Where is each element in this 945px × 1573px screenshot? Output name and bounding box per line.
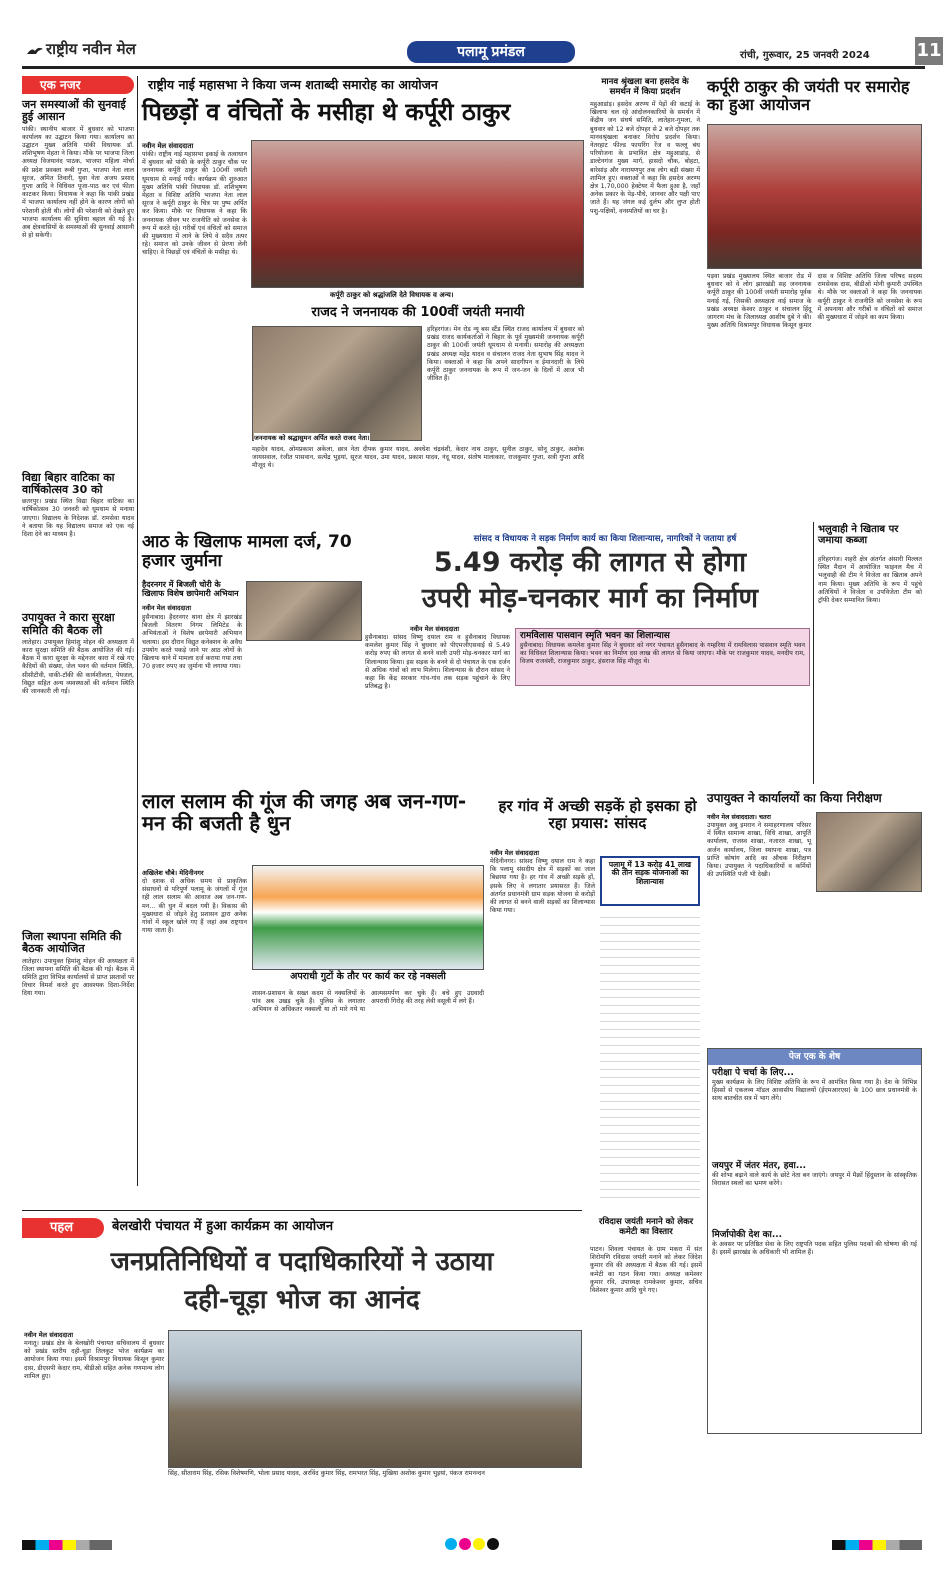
ravidas-headline: रविदास जयंती मनाने को लेकर कमेटी का विस्तार (598, 1217, 694, 1237)
page-number-text: 11 (916, 40, 942, 61)
ek-nazar-column (22, 76, 137, 1186)
ramvilas-body: हुसैनाबाद। विधायक कमलेश कुमार सिंह ने बुधवार को नगर पंचायत हुसैनाबाद के गम्हरिया में रामविलास पासवान स्मृति भवन का विधिवत शिलान्यास किया। भवन का निर्माण दस लाख की लागत से किया जाएगा। मौके पर राजकुमार यादव, मनदीप राम, विजय राजवंशी, राजकुमार ठाकुर, हंसराज सिंह मौजूद थे। (520, 642, 808, 666)
rjd-names: महादेव यादव, ओमप्रकाश अकेला, छात्र नेता दीपक कुमार यादव, अवधेश चंद्रवंशी, केदार नाथ ठाकुर, सुनील ठाकुर, सोनू ठाकुर, अशोक जायसवाल, रंजीत पासवान, सत्येंद्र भुइयां, सूरज यादव, उमा यादव, प्रकाश यादव, नंदू यादव, संतोष मालाकार, राजकुमार गुप्ता, सत्री गुप्ता आदि मौजूद थे। (252, 446, 587, 470)
page-one-item-head-2: जयपुर में जंतर मंतर, हवा... (712, 1161, 807, 1172)
lal-salam-photo (252, 865, 484, 970)
section-name: पलामू प्रमंडल (457, 44, 525, 60)
pahal-body: मनातू। प्रखंड क्षेत्र के बेलखोरी पंचायत सचिवालय में बुधवार को प्रखंड स्तरीय दही-चूड़ा तिलकुट भोज कार्यक्रम का आयोजन किया गया। इसमें विश्रामपुर विधायक किसून कुमार दास, डीएसपी केदार राम, बीडीओ सहित अनेक गणमान्य लोग शामिल हुए। (24, 1340, 167, 1380)
brief-title-2: विद्या बिहार वाटिका का वार्षिकोत्सव 30 को (22, 470, 115, 496)
pahal-headline-2: दही-चूड़ा भोज का आनंद (184, 1285, 420, 1315)
electricity-byline: नवीन मेल संवाददाता (142, 603, 191, 612)
pahal-headline-1: जनप्रतिनिधियों व पदाधिकारियों ने उठाया (110, 1247, 494, 1277)
main-kicker: राष्ट्रीय नाई महासभा ने किया जन्म शताब्दी समारोह का आयोजन (148, 77, 438, 92)
main-byline: नवीन मेल संवाददाता (142, 142, 194, 150)
brief-title-1: जन समस्याओं की सुनवाई हुई आसान (22, 98, 126, 124)
column-divider (137, 76, 138, 1186)
brief-title-4: जिला स्थापना समिति की बैठक आयोजित (22, 929, 122, 956)
human-chain-story (590, 77, 703, 530)
road-body: हुसैनाबाद। सांसद विष्णु दयाल राम व हुसैनाबाद विधायक कमलेश कुमार सिंह ने बुधवार को पीएमजीएसवाई से 5.49 करोड़ रुपए की लागत से बनने वाली उपरी मोड़-चनकार मार्ग का शिलान्यास किया। इस सड़क के बनने से दो पंचायत के एक दर्जन से अधिक गांवों को लाभ मिलेगा। शिलान्यास के दौरान सांसद ने कहा कि केंद्र सरकार गांव-गांव तक सड़क पहुंचाने के लिए प्रतिबद्ध है। (365, 634, 513, 691)
electricity-body: हुसैनाबाद। हैदरनगर थाना क्षेत्र में झारखंड बिजली वितरण निगम लिमिटेड के अभियंताओं ने विशेष छापेमारी अभियान चलाया। इस दौरान विद्युत कनेक्शन के अवैध उपयोग करते पकड़े जाने पर आठ लोगों के खिलाफ थाने में मामला दर्ज कराया गया तथा 70 हजार रुपए का जुर्माना भी लगाया गया। (142, 613, 245, 671)
page-one-item-head-1: परीक्षा पे चर्चा के लिए... (712, 1068, 794, 1078)
inspection-photo (816, 812, 922, 892)
electricity-left (142, 580, 245, 764)
color-bar-left (22, 1540, 112, 1550)
dateline: रांची, गुरूवार, 25 जनवरी 2024 (740, 50, 870, 61)
paper-name: राष्ट्रीय नवीन मेल (46, 40, 136, 58)
pahal-byline: नवीन मेल संवाददाता (24, 1331, 73, 1339)
lal-salam-subhead: अपराधी गुटों के तौर पर कार्य कर रहे नक्सली (290, 971, 446, 982)
inspection-byline: नवीन मेल संवाददाता। चतरा (707, 814, 771, 821)
electricity-headline: आठ के खिलाफ मामला दर्ज, 70 हजार जुर्माना (142, 532, 352, 572)
cyan-dot-icon (445, 1538, 457, 1550)
pahal-kicker: बेलखोरी पंचायत में हुआ कार्यक्रम का आयोजन (112, 1219, 334, 1234)
page-one-item-body-2: की शोभा बढ़ाने वाले कार्य के छोटे नेता बन जाएंगे। जयपुर में मैक्रों हिंदुस्तान के सांस्कृतिक विरासत स्थलों का भ्रमण करेंगे। (712, 1172, 920, 1188)
lal-salam-lower: शासन-प्रशासन के सख्त कदम से नक्सलियों के पांव अब उखड़ चुके हैं। पुलिस के लगातार अभियान से अधिकतर नक्सली या तो मारे गये या आत्मसमर्पण कर चुके हैं। बचे हुए उग्रवादी अपराधी गिरोह की तरह लेवी वसूली में लगे हैं। (252, 990, 487, 1014)
karpuri-right-photo (707, 124, 922, 269)
rjd-story (252, 305, 587, 530)
magenta-dot-icon (459, 1538, 471, 1550)
road-headline-2: उपरी मोड़-चनकार मार्ग का निर्माण (421, 583, 759, 614)
registration-marks (445, 1538, 505, 1552)
bhalwahi-headline: भलुवाही ने खिताब पर जमाया कब्जा (818, 524, 899, 547)
sansad-body-right (600, 912, 700, 1198)
page-one-box (707, 1048, 922, 1434)
pahal-top-rule (22, 1210, 582, 1211)
page-one-item-head-3: मिर्जापोकी देश का... (712, 1230, 783, 1241)
page-one-item-body-3: के अवसर पर प्रतिष्ठित सेवा के लिए राष्ट्रपति पदक सहित पुलिस पदकों की घोषणा की गई है। इसमें झारखंड के अधिकारी भी शामिल हैं। (712, 1241, 920, 1257)
electricity-photo (246, 581, 362, 641)
sansad-box (600, 856, 700, 906)
rjd-photo-caption: जननायक को श्रद्धासुमन अर्पित करते राजद नेता। (254, 434, 370, 442)
pahal-tag: पहल (22, 1218, 104, 1238)
main-photo (251, 140, 584, 288)
lal-salam-headline-text: लाल सलाम की गूंज की जगह अब जन-गण-मन की बजती है धुन (142, 789, 467, 836)
rjd-body: हरिहरगंज। मेन रोड न्यू बस स्टैंड स्थित राजद कार्यालय में बुधवार को प्रखंड राजद कार्यकर्ताओं ने बिहार के पूर्व मुख्यमंत्री जननायक कर्पूरी ठाकुर की 100वीं जयंती धूमधाम से मनायी। समारोह की अध्यक्षता प्रखंड अध्यक्ष महेंद्र यादव व संचालन राजद नेता सुभाष सिंह यादव ने किया। वक्ताओं ने कहा कि अपने सादगीपन व ईमानदारी के लिये कर्पूरी ठाकुर जननायक के रूप में जन-जन के दिलों में आज भी जीवित हैं। (427, 326, 587, 383)
sansad-headline: हर गांव में अच्छी सड़कें हो इसका हो रहा प्रयास: सांसद (498, 797, 697, 832)
masthead (22, 37, 942, 69)
rjd-headline: राजद ने जननायक की 100वीं जयंती मनायी (311, 305, 525, 320)
inspection-headline: उपायुक्त ने कार्यालयों का किया निरीक्षण (707, 791, 882, 805)
main-photo-caption: कर्पूरी ठाकुर को श्रद्धांजलि देते विधायक व अन्य। (330, 291, 454, 299)
karpuri-right-body: पड़वा प्रखंड मुख्यालय स्थित बाजार रोड में बुधवार को वे लोग झारखंडी सह जननायक कर्पूरी ठाकुर की 100वीं जयंती समारोह पूर्वक मनाई गई, जिसकी अध्यक्षता नाई समाज के प्रखंड अध्यक्ष केश्वर ठाकुर व संचालन हिंदू जागरण मंच के जिलाध्यक्ष आशीष दुबे ने की। मुख्य अतिथि विश्रामपुर विधायक किसून कुमार दास व विशिष्ट अतिथि जिला परिषद सदस्य रामसेवक दास, बीडीओ मोनी कुमारी उपस्थित थे। मौके पर वक्ताओं ने कहा कि जननायक कर्पूरी ठाकुर ने राजनीति को जनसेवा के रूप में अपनाया और गरीबों व वंचितों को समाज की मुख्यधारा में जोड़ने का काम किया। (707, 273, 925, 330)
color-bar-right (832, 1540, 922, 1550)
ek-nazar-tag: एक नजर (22, 76, 134, 94)
inspection-body: उपायुक्त अबु इमरान ने समाहरणालय परिसर में स्थित सामान्य शाखा, विधि शाखा, आपूर्ति कार्यालय, राजस्व शाखा, नजारत शाखा, भू अर्जन कार्यालय, जिला स्थापना शाखा, पत्र प्राप्ति कोषांग आदि का औचक निरीक्षण किया। उपायुक्त ने पदाधिकारियों व कर्मियों की उपस्थिति पंजी भी देखी। (707, 822, 814, 879)
main-body: पांकी। राष्ट्रीय नाई महासभा इकाई के तत्वाधान में बुधवार को पांकी के कर्पूरी ठाकुर चौक पर जननायक कर्पूरी ठाकुर की 100वीं जयंती धूमधाम से मनाई गयी। कार्यक्रम की शुरुआत मुख्य अतिथि पांकी विधायक डॉ. शशिभूषण मेहता व विशिष्ट अतिथि भाजपा नेता लाल सूरज ने कर्पूरी ठाकुर के चित्र पर पुष्प अर्पित कर किया। मौके पर विधायक ने कहा कि जननायक जीवन भर राजनीति को जनसेवा के रूप में करते रहे। गरीबों एवं वंचितों को समाज की मुख्यधारा में लाने के लिये वे सदैव तत्पर रहे। समाज को उनके जीवन से प्रेरणा लेनी चाहिए। वे पिछड़ों एवं वंचितों के मसीहा थे। (142, 151, 250, 257)
electricity-story (142, 533, 362, 783)
human-chain-body: महुआडांड़। हसदेव अरण्य में पेड़ों की कटाई के खिलाफ चल रहे आंदोलनकारियों के समर्थन में केंद्रीय जन संघर्ष समिति, लातेहार-गुमला, ने बुधवार को 12 बजे दोपहर से 2 बजे दोपहर तक मानवश्रृंखला बनाकर विरोध प्रदर्शन किया। नेतरहाट फील्ड फायरिंग रेंज व फल्लू बंध परियोजना के प्रभावित क्षेत्र महुआडांड़, से डाल्टेनगंज मुख्य मार्ग, हासदो चौक, बोहटा, बारेसांड़ और नारायणपुर तक लोग बड़ी संख्या में शामिल हुए। वक्ताओं ने कहा कि हसदेव अरण्य क्षेत्र 1,70,000 हेक्टेयर में फैला हुआ है, जहाँ अनेक प्रकार के पेड़-पौधे, जानवर और पक्षी पाए जाते हैं। यह जंगल कई दुर्लभ और लुप्त होती पशु-पक्षियों, वनस्पतियों का घर है। (590, 101, 703, 215)
mid-banner: सांसद व विधायक ने सड़क निर्माण कार्य का किया शिलान्यास, नागरिकों ने जताया हर्ष (473, 534, 737, 544)
page-one-item-body-1: मुख्य कार्यक्रम के लिए विशिष्ट अतिथि के रूप में आमंत्रित किया गया है। देश के विभिन्न हिस्सों से एकलव्य मॉडल आवासीय विद्यालयों (ईएमआरएस) के 100 छात्र प्रधानमंत्री के साथ बातचीत सत्र में भाग लेंगे। (712, 1079, 920, 1103)
page-number (915, 37, 943, 65)
right-divider (813, 522, 814, 784)
sansad-box-title: पलामू में 13 करोड़ 41 लाख की तीन सड़क योजनाओं का शिलान्यास (608, 860, 692, 886)
ramvilas-box (515, 628, 810, 686)
human-chain-headline: मानव श्रृंखला बना हसदेव के समर्थन में किया प्रदर्शन (601, 77, 689, 97)
road-byline: नवीन मेल संवाददाता (410, 625, 459, 633)
lal-salam-body: दो दशक से अधिक समय से प्राकृतिक संसाधनों से परिपूर्ण पलामू के जंगलों में गूंज रही लाल सलाम की आवाज अब जन-गण-मन... की धुन में बदल गयी है। विकास की मुख्यधारा से जोड़ने हेतु प्रशासन द्वारा अनेक गांवों में स्कूल खोले गए हैं जहां अब राष्ट्रगान गाया जाता है। (142, 878, 250, 935)
ramvilas-headline: रामविलास पासवान स्मृति भवन का शिलान्यास (520, 631, 670, 641)
page-one-tag: पेज एक के शेष (708, 1049, 921, 1065)
bhalwahi-body: हरिहरगंज। शहरी क्षेत्र अंतर्गत अंसारी मिल्लत स्थित मैदान में आयोजित फाइनल मैच में भलुवाही की टीम ने विजेता का खिताब अपने नाम किया। मुख्य अतिथि के रूप में पहुंचे अतिथियों ने विजेता व उपविजेता टीम को ट्रॉफी देकर सम्मानित किया। (818, 556, 925, 605)
lal-salam-headline (142, 790, 482, 835)
brief-body-2: छतरपुर। प्रखंड स्थित विद्या बिहार वाटिका का वार्षिकोत्सव 30 जनवरी को धूमधाम से मनाया जाएगा। विद्यालय के निदेशक डॉ. रामसेवा यादव ने बताया कि यह विद्यालय समाज को एक नई दिशा देने का माध्यम है। (22, 498, 137, 539)
brief-body-3: लातेहार। उपायुक्त हिमांशु मोहन की अध्यक्षता में कारा सुरक्षा समिति की बैठक आयोजित की गई। बैठक में कारा सुरक्षा के मद्देनजर कारा में रखे गए कैदियों की संख्या, जेल भवन की वर्तमान स्थिति, सीसीटीवी, वाकी-टॉकी की कार्यशीलता, पेयजल, विद्युत सहित अन्य व्यवस्थाओं की वर्तमान स्थिति की जानकारी ली गई। (22, 638, 137, 696)
sansad-body: मेदिनीनगर। सांसद विष्णु दयाल राम ने कहा कि पलामू संसदीय क्षेत्र में सड़कों का जाल बिछाया गया है। हर गांव में अच्छी सड़कें हों, इसके लिए वे लगातार प्रयासरत हैं। जिले अंतर्गत प्रधानमंत्री ग्राम सड़क योजना से करोड़ों की लागत से बनने वाली सड़कों का शिलान्यास किया गया। (490, 858, 598, 915)
brief-body-4: लातेहार। उपायुक्त हिमांशु मोहन की अध्यक्षता में जिला स्थापना समिति की बैठक की गई। बैठक में समिति द्वारा विभिन्न कार्यालयों से प्राप्त प्रस्तावों पर विचार विमर्श करते हुए आवश्यक दिशा-निर्देश दिया गया। (22, 957, 137, 998)
rjd-photo (252, 326, 422, 441)
black-dot-icon (487, 1538, 499, 1550)
yellow-dot-icon (473, 1538, 485, 1550)
section-banner (407, 41, 575, 63)
road-headline-1: 5.49 करोड़ की लागत से होगा (433, 547, 747, 578)
pahal-photo (168, 1330, 582, 1468)
brief-title-3: उपायुक्त ने कारा सुरक्षा समिति की बैठक ली (22, 611, 115, 637)
lal-salam-byline: अखिलेश चौबे। मेदिनीनगर (142, 869, 204, 877)
electricity-subhead: हैदरनगर में बिजली चोरी के खिलाफ विशेष छापेमारी अभियान (142, 580, 239, 598)
pahal-caption-names: सिंह, सीताराम सिंह, रसिक विशेषमणि, भोला प्रसाद यादव, अरविंद कुमार सिंह, रामभरत सिंह, मुखिया अशोक कुमार भुइयां, पंकज रामनन्दन (168, 1470, 485, 1477)
karpuri-right-headline: कर्पूरी ठाकुर की जयंती पर समारोह का हुआ आयोजन (707, 77, 910, 114)
sansad-byline: नवीन मेल संवाददाता (490, 849, 539, 857)
bird-logo-icon (26, 42, 44, 54)
brief-body-1: पांकी। स्थानीय बाजार में बुधवार को भाजपा कार्यालय का उद्घाटन किया गया। कार्यालय का उद्घाटन मुख्य अतिथि पांकी विधायक डॉ. शशिभूषण मेहता ने किया। मौके पर भाजपा जिला अध्यक्ष विजयानंद पाठक, भाजपा महिला मोर्चा की प्रदेश प्रवक्ता रूबी गुप्ता, भाजपा नेता लाल सूरज, अमित तिवारी, युवा नेता अजय प्रसाद गुप्ता आदि ने विधिवत पूजा-पाठ कर एवं फीता काटकर किया। विधायक ने कहा कि पांकी प्रखंड में भाजपा कार्यालय नहीं होने के कारण लोगों को परेशानी होती थी। लोगों की परेशानी को देखते हुए भाजपा कार्यालय की सुविधा बहाल की गई है। अब क्षेत्रवासियों के समस्याओं की सुनवाई आसानी से हो सकेगी। (22, 125, 137, 240)
ravidas-body: पाटन। शिवला पंचायत के ग्राम मकरा में संत शिरोमणि रविदास जयंती मनाने को लेकर जिंदेश कुमार रवि की अध्यक्षता में बैठक की गई। इसमें कमेटी का गठन किया गया। अध्यक्ष कमेश्वर कुमार रवि, उपाध्यक्ष रामकेश्वर कुमार, सचिव विशेश्वर कुमार आदि चुने गए। (590, 1246, 705, 1295)
main-headline: पिछड़ों व वंचितों के मसीहा थे कर्पूरी ठाकुर (142, 98, 511, 126)
